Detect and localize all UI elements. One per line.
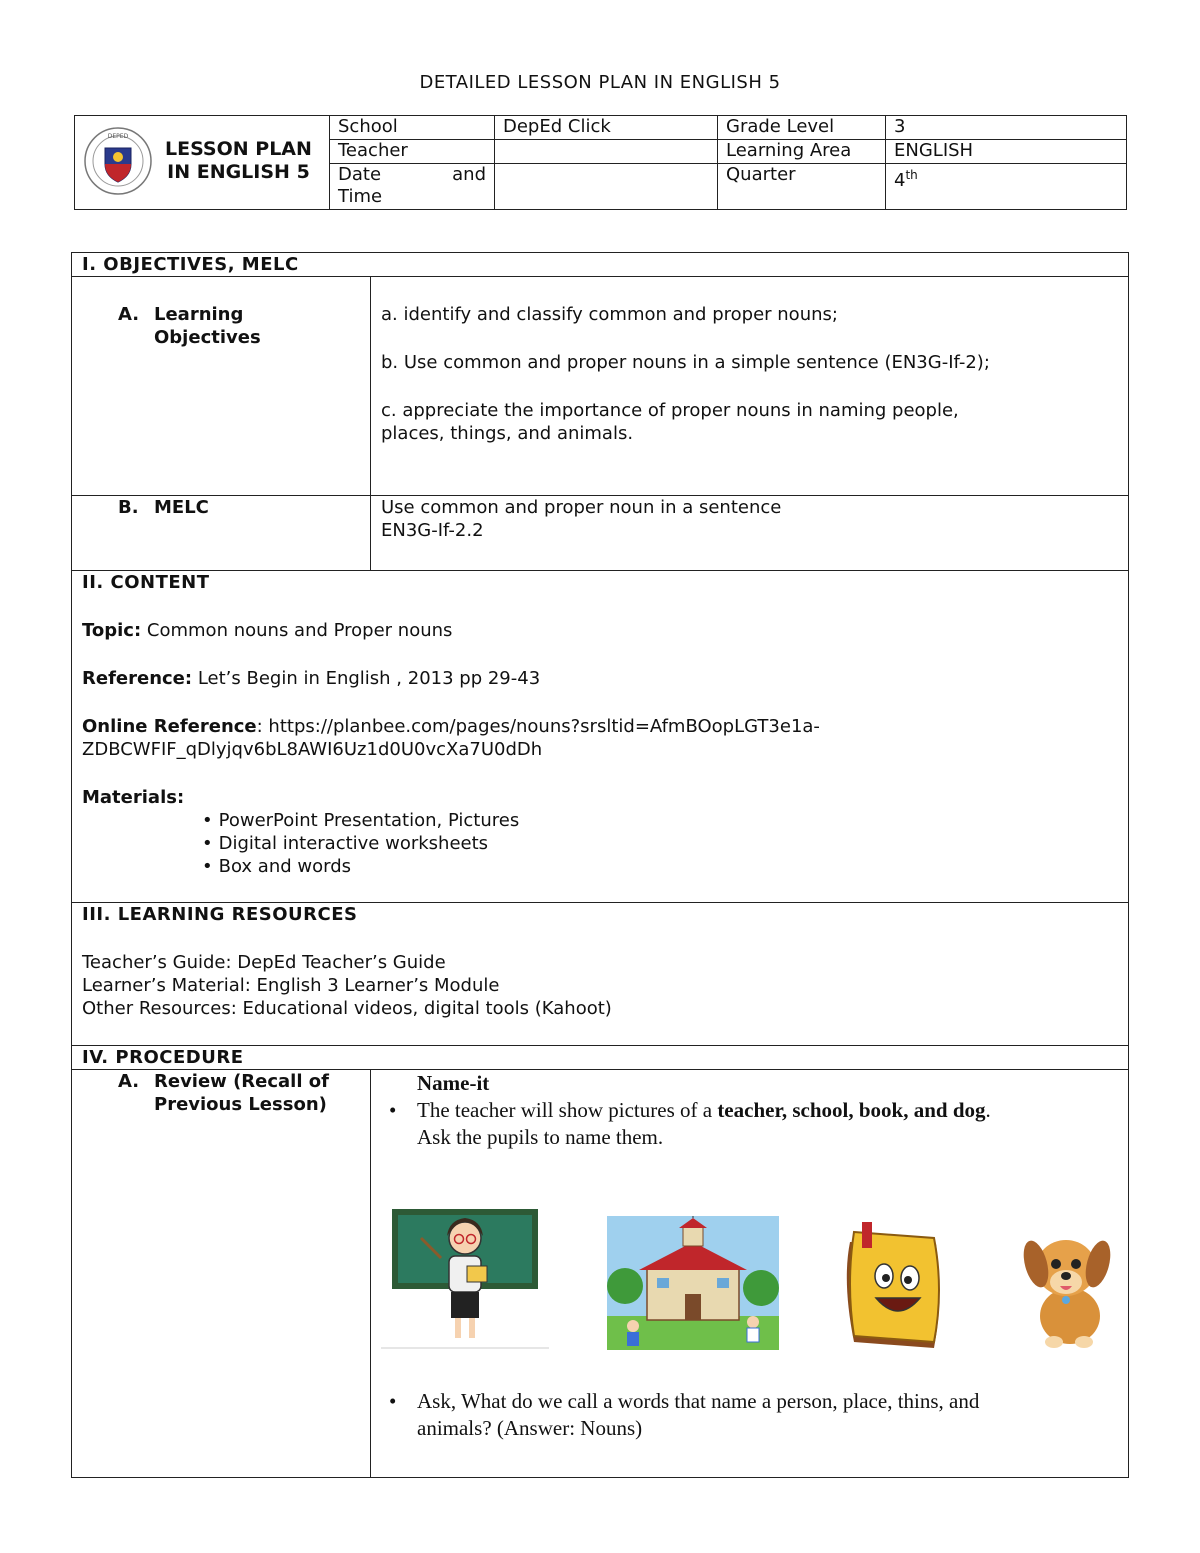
quarter-number: 4 [894,170,906,191]
school-label: School [330,116,495,140]
material-item: • Digital interactive worksheets [202,832,1118,855]
objectives-heading: I. OBJECTIVES, MELC [72,253,1129,277]
quarter-label: Quarter [718,164,886,210]
grade-value: 3 [886,116,1127,140]
review-label [72,1070,371,1478]
resource-learners-material: Learner’s Material: English 3 Learner’s Module [82,975,500,996]
objective-b: b. Use common and proper nouns in a simple sentence (EN3G-If-2); [381,352,990,373]
book-illustration [836,1222,960,1350]
bullet1-period: . [985,1098,991,1122]
material-item: • PowerPoint Presentation, Pictures [202,809,1118,832]
online-reference-url-1[interactable]: : https://planbee.com/pages/nouns?srsltid=AfmBOopLGT3e1a- [256,716,820,737]
bullet-icon: • [389,1389,397,1413]
melc-content [371,496,1129,571]
bullet1-line2: Ask the pupils to name them. [417,1125,664,1149]
resource-other: Other Resources: Educational videos, digital tools (Kahoot) [82,998,612,1019]
resource-teachers-guide: Teacher’s Guide: DepEd Teacher’s Guide [82,952,446,973]
learning-objectives-label [72,277,371,496]
melc-line2: EN3G-If-2.2 [381,520,484,541]
review-title-1: Review (Recall of [154,1071,329,1092]
lesson-table [71,252,1129,1478]
grade-label: Grade Level [718,116,886,140]
resources-section [72,903,1129,1046]
online-reference-url-2[interactable]: ZDBCWFIF_qDlyjqv6bL8AWI6Uz1d0U0vcXa7U0dDh [82,739,543,760]
bullet-icon: • [389,1098,397,1122]
dog-illustration [1018,1224,1118,1350]
content-section [72,571,1129,903]
teacher-label: Teacher [330,140,495,164]
objective-c-line1: c. appreciate the importance of proper nouns in naming people, [381,400,959,421]
online-reference-label: Online Reference [82,716,257,737]
school-illustration [607,1216,779,1350]
document-title: DETAILED LESSON PLAN IN ENGLISH 5 [419,72,781,93]
bullet2-line1: Ask, What do we call a words that name a person, place, thins, and [417,1389,980,1413]
objectives-a-letter: A. [118,304,140,325]
objectives-a-title-2: Objectives [154,327,261,348]
melc-letter: B. [118,497,139,518]
objective-c-line2: places, things, and animals. [381,423,634,444]
resources-heading: III. LEARNING RESOURCES [82,904,358,925]
objectives-a-title-1: Learning [154,304,244,325]
activity-title: Name-it [417,1071,490,1095]
picture-row [381,1185,1118,1350]
area-value: ENGLISH [886,140,1127,164]
reference-value: Let’s Begin in English , 2013 pp 29-43 [192,668,541,689]
procedure-heading: IV. PROCEDURE [72,1046,1129,1070]
date-value [495,164,718,210]
logo-cell [75,116,330,210]
melc-line1: Use common and proper noun in a sentence [381,497,782,518]
materials-list [82,809,1118,878]
date-label-and: and [452,164,486,185]
bullet-ask-nouns [381,1388,1118,1442]
bullet-show-pictures [381,1097,1118,1151]
learning-objectives-list [371,277,1129,496]
topic-line [82,619,1118,642]
review-title-2: Previous Lesson) [154,1094,327,1115]
teacher-value [495,140,718,164]
bullet1-bold: teacher, school, book, and dog [717,1098,986,1122]
melc-title: MELC [154,497,209,518]
objective-a: a. identify and classify common and proper nouns; [381,304,838,325]
review-content [371,1070,1129,1478]
topic-label: Topic: [82,620,142,641]
online-reference-line [82,715,1118,738]
review-letter: A. [118,1071,140,1092]
school-value: DepEd Click [495,116,718,140]
date-label-time: Time [338,186,383,207]
bullet1-text: The teacher will show pictures of a [417,1098,718,1122]
quarter-value [886,164,1127,210]
area-label: Learning Area [718,140,886,164]
date-label-word: Date [338,164,382,185]
header-table [74,115,1127,210]
reference-line [82,667,1118,690]
quarter-suffix: th [905,168,918,182]
topic-value: Common nouns and Proper nouns [141,620,453,641]
reference-label: Reference: [82,668,193,689]
teacher-illustration [381,1208,549,1350]
materials-label: Materials: [82,787,185,808]
melc-label [72,496,371,571]
lesson-plan-title-line2: IN ENGLISH 5 [167,161,310,183]
material-item: • Box and words [202,855,1118,878]
date-label [330,164,495,210]
content-heading: II. CONTENT [82,572,210,593]
bullet2-line2: animals? (Answer: Nouns) [417,1416,643,1440]
deped-seal-icon [83,126,153,196]
lesson-plan-title-line1: LESSON PLAN [165,138,312,160]
svg-text:DEPED: DEPED [107,133,129,140]
